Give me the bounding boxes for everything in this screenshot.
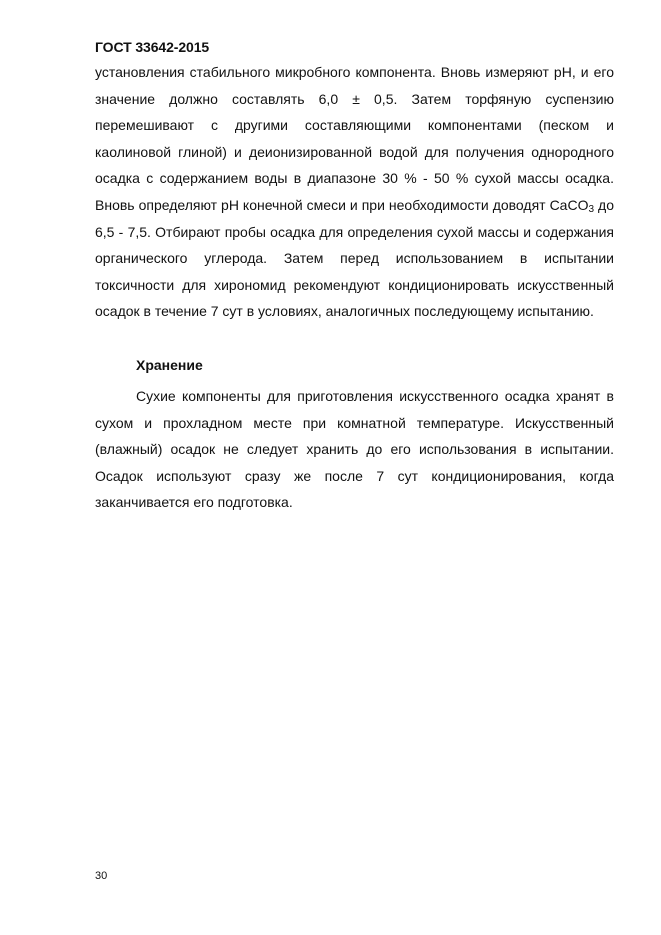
paragraph-text-after-formula: до 6,5 - 7,5. Отбирают пробы осадка для определения сухой массы и содержания органического углерода. Затем перед использованием в испытании токсичности для хирономид рекомендуют кондиционировать искусственный осадок в течение 7 сут в условиях, аналогичных последующему испытанию.	[95, 196, 614, 320]
document-code-header: ГОСТ 33642-2015	[95, 39, 210, 55]
paragraph-storage: Сухие компоненты для приготовления искусственного осадка хранят в сухом и прохладном месте при комнатной температуре. Искусственный (влажный) осадок не следует хранить до его использования в испытании. Осадок используют сразу же после 7 сут кондиционирования, когда заканчивается его подготовка.	[95, 388, 614, 511]
formula-subscript: 3	[588, 203, 595, 215]
paragraph-text-before-formula: установления стабильного микробного компонента. Вновь измеряют pH, и его значение должно составлять 6,0 ± 0,5. Затем торфяную суспензию перемешивают с другими составляющими компонентами (песком и каолиновой глиной) и деионизированной водой для получения однородного осадка с содержанием воды в диапазоне 30 % - 50 % сухой массы осадка. Вновь определяют pH конечной смеси и при необходимости доводят	[95, 64, 614, 213]
chemical-formula	[550, 197, 594, 213]
paragraph-preparation	[95, 59, 614, 325]
formula-main: CaCO	[549, 196, 589, 213]
page-number: 30	[95, 870, 108, 882]
storage-heading: Хранение	[136, 357, 203, 373]
